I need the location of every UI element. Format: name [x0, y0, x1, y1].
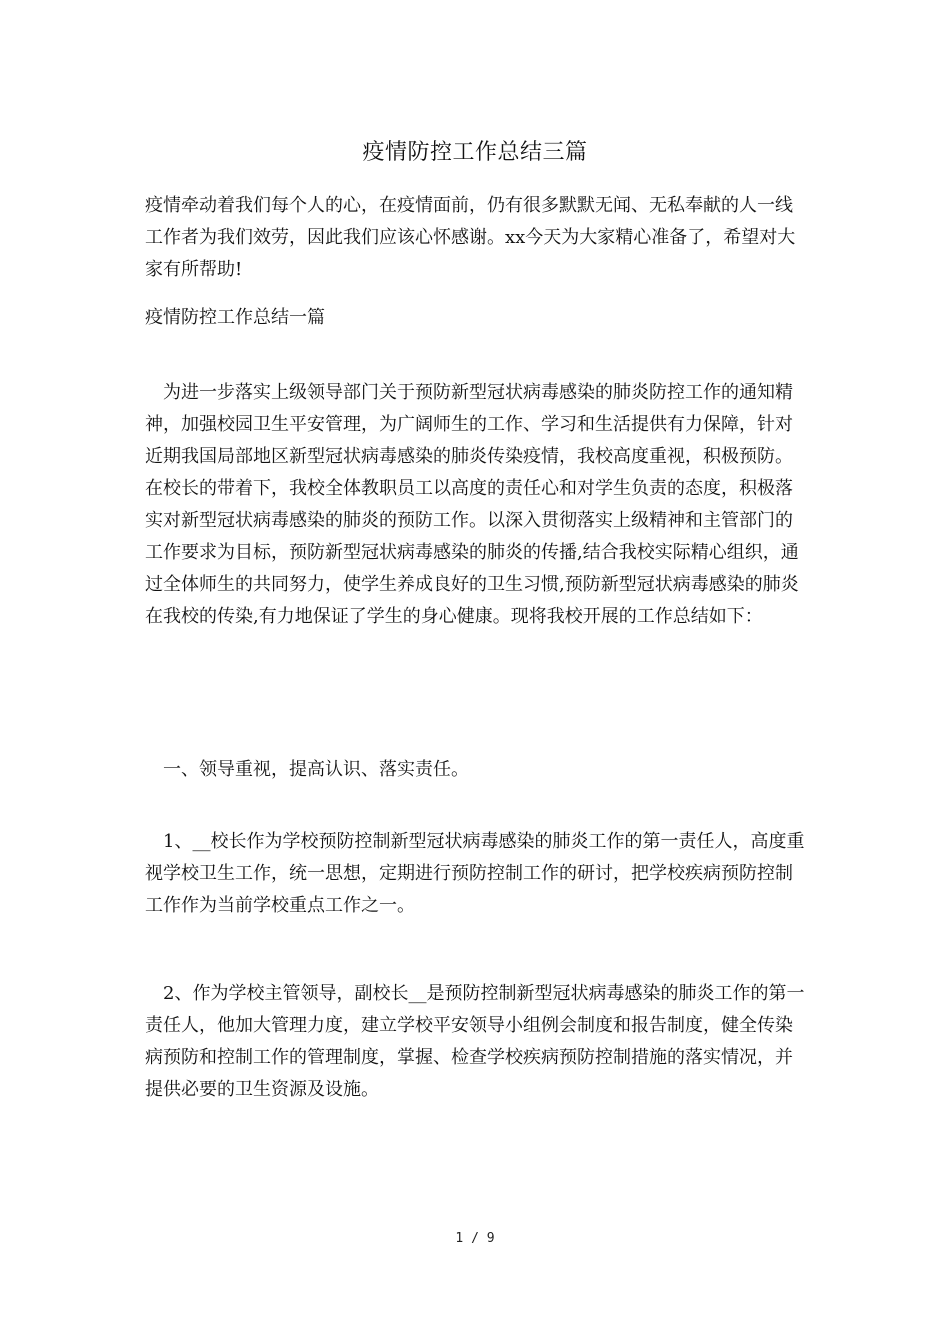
section-subtitle: 疫情防控工作总结一篇: [145, 307, 325, 328]
page-number: 1 / 9: [455, 1231, 495, 1246]
document-title: 疫情防控工作总结三篇: [362, 140, 588, 165]
body-paragraph: 2、作为学校主管领导，副校长__是预防控制新型冠状病毒感染的肺炎工作的第一责任人，他加大管理力度，建立学校平安领导小组例会制度和报告制度，健全传染病预防和控制工作的管理制度，掌握、检查学校疾病预防控制措施的落实情况，并提供必要的卫生资源及设施。: [145, 983, 805, 1100]
body-paragraph: 1、__校长作为学校预防控制新型冠状病毒感染的肺炎工作的第一责任人，高度重视学校卫生工作，统一思想，定期进行预防控制工作的研讨，把学校疾病预防控制工作作为当前学校重点工作之一。: [145, 831, 805, 916]
section-heading: 一、领导重视，提高认识、落实责任。: [163, 759, 469, 780]
body-paragraph: 为进一步落实上级领导部门关于预防新型冠状病毒感染的肺炎防控工作的通知精神，加强校园卫生平安管理，为广阔师生的工作、学习和生活提供有力保障，针对近期我国局部地区新型冠状病毒感染的肺炎传染疫情，我校高度重视，积极预防。在校长的带着下，我校全体教职员工以高度的责任心和对学生负责的态度，积极落实对新型冠状病毒感染的肺炎的预防工作。以深入贯彻落实上级精神和主管部门的工作要求为目标，预防新型冠状病毒感染的肺炎的传播,结合我校实际精心组织，通过全体师生的共同努力，使学生养成良好的卫生习惯,预防新型冠状病毒感染的肺炎在我校的传染,有力地保证了学生的身心健康。现将我校开展的工作总结如下：: [145, 382, 799, 627]
intro-paragraph: 疫情牵动着我们每个人的心，在疫情面前，仍有很多默默无闻、无私奉献的人一线工作者为我们效劳，因此我们应该心怀感谢。xx今天为大家精心准备了，希望对大家有所帮助!: [145, 195, 796, 280]
